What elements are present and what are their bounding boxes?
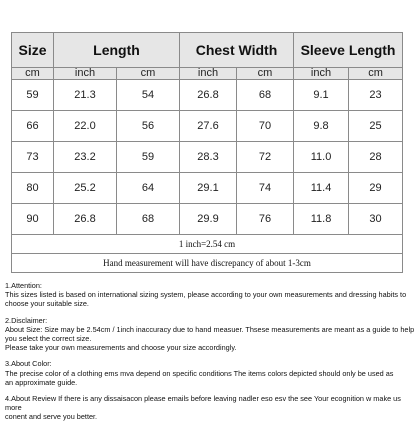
note-review: [5, 394, 415, 422]
note-disclaimer: [5, 316, 415, 353]
table-cell: 26.8: [54, 204, 117, 235]
table-cell: 11.4: [294, 173, 349, 204]
table-row: [12, 204, 403, 235]
table-row: [12, 173, 403, 204]
table-cell: 26.8: [180, 80, 237, 111]
table-cell: 76: [237, 204, 294, 235]
unit-cell: cm: [349, 68, 403, 80]
unit-cell: cm: [12, 68, 54, 80]
header-chest-width: Chest Width: [180, 33, 294, 68]
table-cell: 11.0: [294, 142, 349, 173]
table-cell: 72: [237, 142, 294, 173]
table-row: [12, 80, 403, 111]
header-length: Length: [54, 33, 180, 68]
table-cell: 59: [117, 142, 180, 173]
unit-cell: cm: [117, 68, 180, 80]
table-cell: 9.8: [294, 111, 349, 142]
note-line: Please take your own measurements and choose your size accordingly.: [5, 343, 237, 353]
table-cell: 27.6: [180, 111, 237, 142]
note-attention: [5, 281, 415, 309]
conversion-note: 1 inch=2.54 cm: [12, 235, 403, 254]
table-cell: 25: [349, 111, 403, 142]
notes-section: [5, 281, 415, 429]
table-cell: 68: [237, 80, 294, 111]
table-cell: 28: [349, 142, 403, 173]
unit-row: [12, 68, 403, 80]
table-cell: 68: [117, 204, 180, 235]
size-chart-table: [11, 32, 403, 273]
note-color: [5, 359, 415, 387]
table-cell: 28.3: [180, 142, 237, 173]
table-cell: 59: [12, 80, 54, 111]
table-cell: 30: [349, 204, 403, 235]
table-cell: 80: [12, 173, 54, 204]
table-cell: 70: [237, 111, 294, 142]
table-cell: 66: [12, 111, 54, 142]
unit-cell: cm: [237, 68, 294, 80]
header-sleeve-length: Sleeve Length: [294, 33, 403, 68]
table-cell: 9.1: [294, 80, 349, 111]
table-cell: 11.8: [294, 204, 349, 235]
table-cell: 90: [12, 204, 54, 235]
unit-cell: inch: [294, 68, 349, 80]
note-line: 4.About Review If there is any dissaisacon please emails before leaving nadler eso esv the see Your ecognition w make us more: [5, 394, 401, 413]
note-line: About Size: Size may be 2.54cm / 1inch inaccuracy due to hand measuer. Thsese measurements are meant as a guide to help you select the correct size.: [5, 324, 415, 344]
note-title: 2.Disclaimer:: [5, 315, 48, 325]
table-cell: 29: [349, 173, 403, 204]
table-cell: 73: [12, 142, 54, 173]
table-cell: 64: [117, 173, 180, 204]
note-line: conent and serve you better.: [5, 412, 98, 422]
note-title: 1.Attention:: [5, 281, 42, 290]
table-cell: 23: [349, 80, 403, 111]
table-cell: 25.2: [54, 173, 117, 204]
table-cell: 54: [117, 80, 180, 111]
table-row: [12, 142, 403, 173]
table-cell: 29.1: [180, 173, 237, 204]
unit-cell: inch: [54, 68, 117, 80]
measurement-row: [12, 254, 403, 273]
note-title: 3.About Color:: [5, 359, 52, 369]
table-header-row: [12, 33, 403, 68]
conversion-row: [12, 235, 403, 254]
note-line: an approximate guide.: [5, 377, 78, 387]
table-cell: 21.3: [54, 80, 117, 111]
measurement-note: Hand measurement will have discrepancy of about 1-3cm: [12, 254, 403, 273]
unit-cell: inch: [180, 68, 237, 80]
table-cell: 23.2: [54, 142, 117, 173]
table-cell: 22.0: [54, 111, 117, 142]
table-row: [12, 111, 403, 142]
table-cell: 56: [117, 111, 180, 142]
note-line: The precise color of a clothing ems mva depend on specific conditions The items colors depicted should only be used as: [5, 368, 394, 378]
table-cell: 74: [237, 173, 294, 204]
header-size: Size: [12, 33, 54, 68]
note-line: This sizes listed is based on international sizing system, please according to your own measurements and dressing habits to choose your suitable size.: [5, 290, 407, 309]
table-cell: 29.9: [180, 204, 237, 235]
